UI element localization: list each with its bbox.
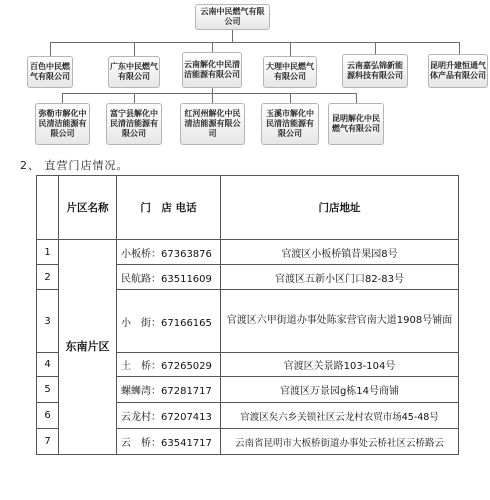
header-phone: 门 店 电话 — [117, 176, 221, 240]
org-node — [27, 56, 73, 88]
org-node — [328, 103, 384, 145]
org-node — [106, 103, 162, 145]
org-chart — [0, 0, 490, 150]
row-number: 7 — [37, 429, 59, 455]
store-phone: 67265029 — [161, 361, 212, 372]
store-address: 官渡区六甲街道办事处陈家营官南大道1908号铺面 — [221, 290, 459, 353]
store-name: 土 桥 — [121, 361, 151, 372]
store-phone-cell: 云 桥：63541717 — [117, 429, 221, 455]
org-node-label: 昆明解化中民燃气有限公司 — [332, 114, 380, 133]
store-phone: 63541717 — [161, 438, 212, 449]
store-name: 小板桥 — [121, 248, 151, 260]
table-row — [37, 240, 459, 265]
org-node-label: 大理中民燃气有限公司 — [266, 62, 314, 81]
connector — [290, 93, 291, 103]
row-number: 5 — [37, 377, 59, 403]
store-phone: 67363876 — [161, 248, 212, 260]
store-phone-cell: 云龙村：67207413 — [117, 403, 221, 429]
org-node-label: 玉溪市解化中民清洁能源有限公司 — [266, 109, 314, 138]
store-table — [36, 175, 459, 455]
row-number: 3 — [37, 290, 59, 353]
store-address: 云南省昆明市大板桥街道办事处云桥社区云桥路云 — [221, 429, 459, 455]
store-phone: 63511609 — [161, 273, 212, 285]
store-address: 官渡区矣六乡关锁社区云龙村农贸市场45-48号 — [221, 403, 459, 429]
connector — [62, 93, 63, 103]
org-node — [342, 54, 408, 88]
region-cell: 东南片区 — [59, 240, 117, 455]
org-node — [261, 103, 319, 145]
connector — [62, 93, 356, 94]
connector — [134, 42, 135, 56]
org-node-label: 昆明升建恒通气体产品有限公司 — [430, 61, 486, 80]
org-node-label: 云南中民燃气有限公司 — [200, 7, 265, 26]
org-node — [428, 54, 488, 88]
connector — [212, 93, 213, 103]
org-node — [263, 56, 317, 88]
org-node — [108, 56, 160, 88]
connector — [50, 42, 51, 56]
org-node-root — [195, 4, 270, 30]
store-name: 云 桥 — [121, 438, 151, 449]
section-title: 2、 直营门店情况。 — [20, 159, 129, 172]
connector — [356, 93, 357, 103]
header-region: 片区名称 — [59, 176, 117, 240]
org-node-label: 弥勒市解化中民清洁能源有限公司 — [38, 109, 87, 138]
store-phone-cell: 小板桥：67363876 — [117, 240, 221, 265]
store-address: 官渡区万景园g栋14号商铺 — [221, 377, 459, 403]
store-address: 官渡区关景路103-104号 — [221, 353, 459, 377]
store-phone-cell: 小 街：67166165 — [117, 290, 221, 353]
row-number: 1 — [37, 240, 59, 265]
row-number: 6 — [37, 403, 59, 429]
org-node-label: 广东中民燃气有限公司 — [110, 62, 158, 81]
store-phone-cell: 土 桥：67265029 — [117, 353, 221, 377]
row-number: 2 — [37, 265, 59, 290]
store-name: 小 街 — [121, 317, 151, 329]
store-name: 民航路 — [121, 273, 151, 285]
org-node — [180, 103, 245, 145]
store-phone-cell: 民航路：63511609 — [117, 265, 221, 290]
org-node-label: 云南解化中民清洁能源有限公司 — [184, 60, 240, 79]
connector — [232, 30, 233, 42]
connector — [134, 93, 135, 103]
row-number: 4 — [37, 353, 59, 377]
store-phone: 67281717 — [161, 386, 212, 397]
org-node-label: 富宁县解化中民清洁能源有限公司 — [110, 109, 158, 138]
store-address: 官渡区小板桥镇昔果园8号 — [221, 240, 459, 265]
org-node-label: 云南嘉弘锦新能源科技有限公司 — [347, 61, 403, 80]
org-node-label: 红河州解化中民清洁能源有限公司 — [184, 109, 241, 138]
store-phone: 67207413 — [161, 412, 212, 423]
org-node-label: 百色中民燃气有限公司 — [30, 62, 70, 81]
store-phone: 67166165 — [161, 317, 212, 329]
store-address: 官渡区五新小区门口82-83号 — [221, 265, 459, 290]
header-address: 门店地址 — [221, 176, 459, 240]
store-name: 螺蛳湾 — [121, 386, 151, 397]
org-node — [182, 52, 242, 88]
store-phone-cell: 螺蛳湾：67281717 — [117, 377, 221, 403]
org-node — [35, 103, 90, 145]
connector — [290, 42, 291, 56]
connector — [50, 42, 459, 43]
header-num-cell — [37, 176, 59, 240]
store-name: 云龙村 — [121, 412, 151, 423]
table-header-row — [37, 176, 459, 240]
